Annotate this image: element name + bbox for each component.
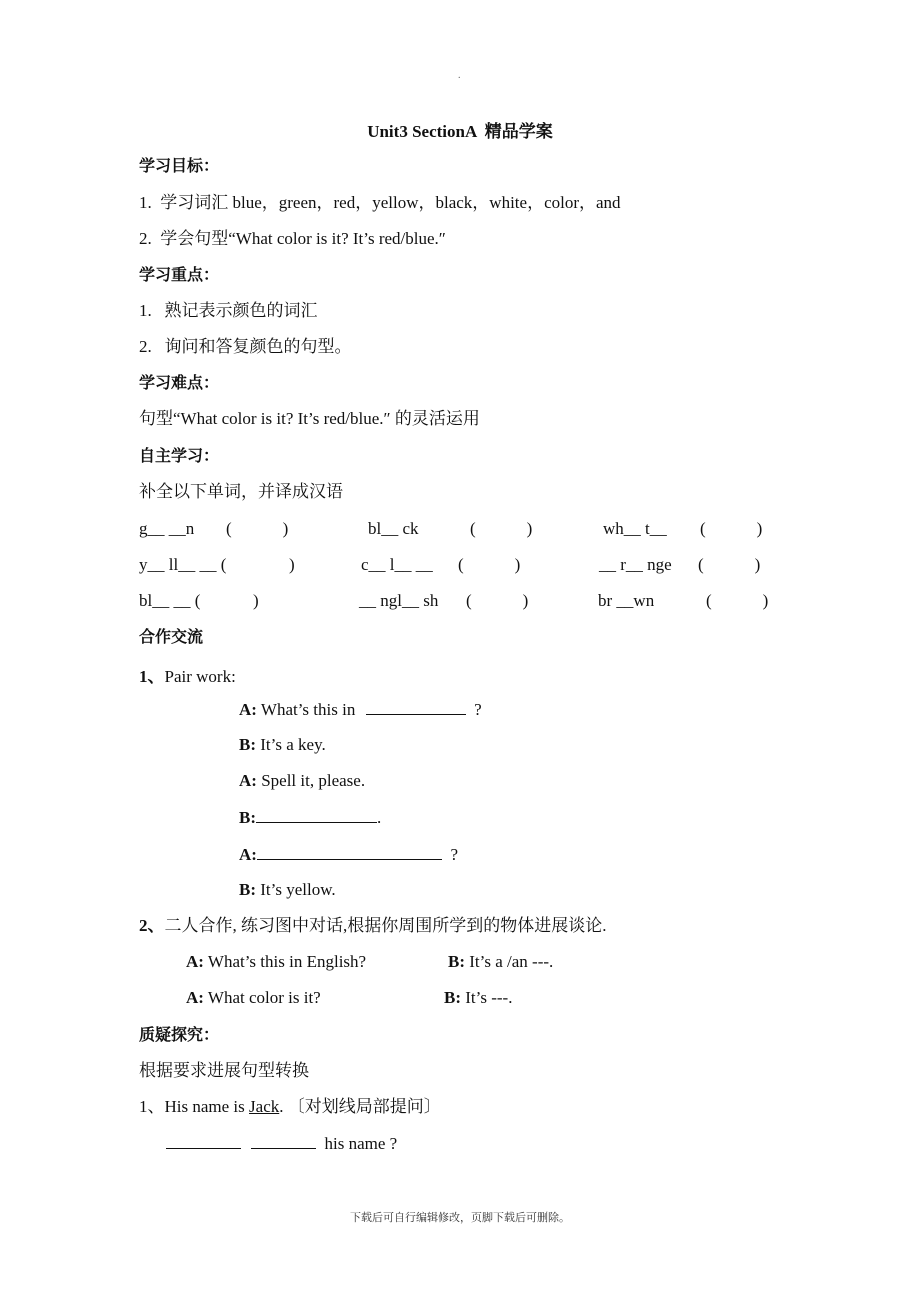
word-blank: y__ ll__ __ (: [139, 555, 227, 574]
dialog-line: [239, 734, 326, 756]
question-1-answer: [166, 1132, 397, 1155]
speaker-label: A:: [186, 952, 204, 971]
key-point-item-2: 2. 询问和答复颜色的句型。: [139, 337, 352, 356]
word-blank: c__ l__ __: [361, 555, 433, 574]
answer-blank[interactable]: [366, 698, 466, 715]
pair-line-b: [444, 987, 512, 1009]
translation-blank: ( ): [700, 519, 763, 538]
inquiry-instruction: 根据要求进展句型转换: [139, 1061, 309, 1080]
answer-blank[interactable]: [166, 1132, 241, 1149]
task-2-text: 二人合作, 练习图中对话,根据你周围所学到的物体进展谈论.: [164, 916, 607, 935]
inquiry-heading: 质疑探究：: [139, 1025, 220, 1044]
cooperation-heading: 合作交流: [139, 627, 204, 646]
dialog-line: [239, 770, 365, 792]
word-blank: __ ngl__ sh: [359, 591, 439, 610]
objectives-heading: 学习目标：: [139, 156, 220, 175]
dialog-text: What’s this in English?: [203, 952, 367, 971]
dialog-text: What’s this in: [256, 700, 360, 719]
speaker-label: B:: [239, 808, 256, 827]
task-2-number: 2、: [139, 916, 165, 935]
task-1-number: 1、: [139, 667, 165, 686]
self-study-instruction: 补全以下单词，并译成汉语: [139, 482, 343, 501]
translation-blank: ( ): [698, 555, 761, 574]
answer-blank[interactable]: [256, 806, 377, 823]
word-blank: bl__ ck: [368, 519, 419, 538]
key-point-item-1: 1. 熟记表示颜色的词汇: [139, 301, 318, 320]
self-study-heading: 自主学习：: [139, 446, 220, 465]
pair-line-a: [186, 987, 321, 1009]
translation-blank: ( ): [706, 591, 769, 610]
translation-blank: ( ): [458, 555, 521, 574]
dialog-line: [239, 879, 336, 901]
dialog-line: [239, 698, 482, 721]
answer-blank[interactable]: [257, 843, 442, 860]
translation-blank: ): [289, 555, 295, 574]
page-title: Unit3 SectionA 精品学案: [367, 122, 553, 141]
translation-blank: ( ): [466, 591, 529, 610]
word-blank: g__ __n: [139, 519, 195, 538]
dialog-text: It’s a key.: [256, 735, 326, 754]
question-1: [139, 1096, 441, 1118]
underlined-word: Jack: [249, 1097, 280, 1116]
pair-line-a: [186, 951, 366, 973]
word-blank: bl__ __ (: [139, 591, 201, 610]
dialog-text: It’s ---.: [461, 988, 513, 1007]
dialog-text: What color is it?: [203, 988, 321, 1007]
speaker-label: B:: [239, 880, 256, 899]
task-1-text: Pair work:: [164, 667, 236, 686]
speaker-label: A:: [239, 771, 257, 790]
translation-blank: ): [253, 591, 259, 610]
word-blank: wh__ t__: [603, 519, 667, 538]
difficulties-text: 句型“What color is it? It’s red/blue.″ 的灵活运用: [139, 409, 480, 428]
objective-item-1: 1. 学习词汇 blue，green，red，yellow，black，white，color，and: [139, 193, 621, 212]
page-footer: 下载后可自行编辑修改，页脚下载后可删除。: [350, 1212, 570, 1224]
word-blank: __ r__ nge: [599, 555, 672, 574]
objective-item-2: 2. 学会句型“What color is it? It’s red/blue.″: [139, 229, 446, 248]
dialog-text: It’s yellow.: [256, 880, 336, 899]
task-1-label: [139, 666, 236, 688]
dialog-line: [239, 806, 381, 829]
dialog-text: .: [377, 808, 382, 827]
dialog-text: Spell it, please.: [256, 771, 366, 790]
dialog-text: ?: [465, 700, 482, 719]
speaker-label: A:: [239, 700, 257, 719]
dialog-text: It’s a /an ---.: [465, 952, 554, 971]
speaker-label: A:: [186, 988, 204, 1007]
dialog-text: ?: [441, 845, 458, 864]
word-blank: br __wn: [598, 591, 655, 610]
speaker-label: B:: [448, 952, 465, 971]
dialog-line: [239, 843, 458, 866]
translation-blank: ( ): [470, 519, 533, 538]
task-2-label: [139, 915, 607, 937]
translation-blank: ( ): [226, 519, 289, 538]
difficulties-heading: 学习难点：: [139, 373, 220, 392]
pair-line-b: [448, 951, 553, 973]
speaker-label: B:: [239, 735, 256, 754]
speaker-label: B:: [444, 988, 461, 1007]
header-dot: .: [458, 70, 461, 81]
answer-blank[interactable]: [251, 1132, 316, 1149]
question-text: 1、His name is: [139, 1097, 250, 1116]
key-points-heading: 学习重点：: [139, 265, 220, 284]
question-text: his name ?: [316, 1134, 398, 1153]
speaker-label: A:: [239, 845, 257, 864]
question-text: . 〔对划线局部提问〕: [279, 1097, 441, 1116]
